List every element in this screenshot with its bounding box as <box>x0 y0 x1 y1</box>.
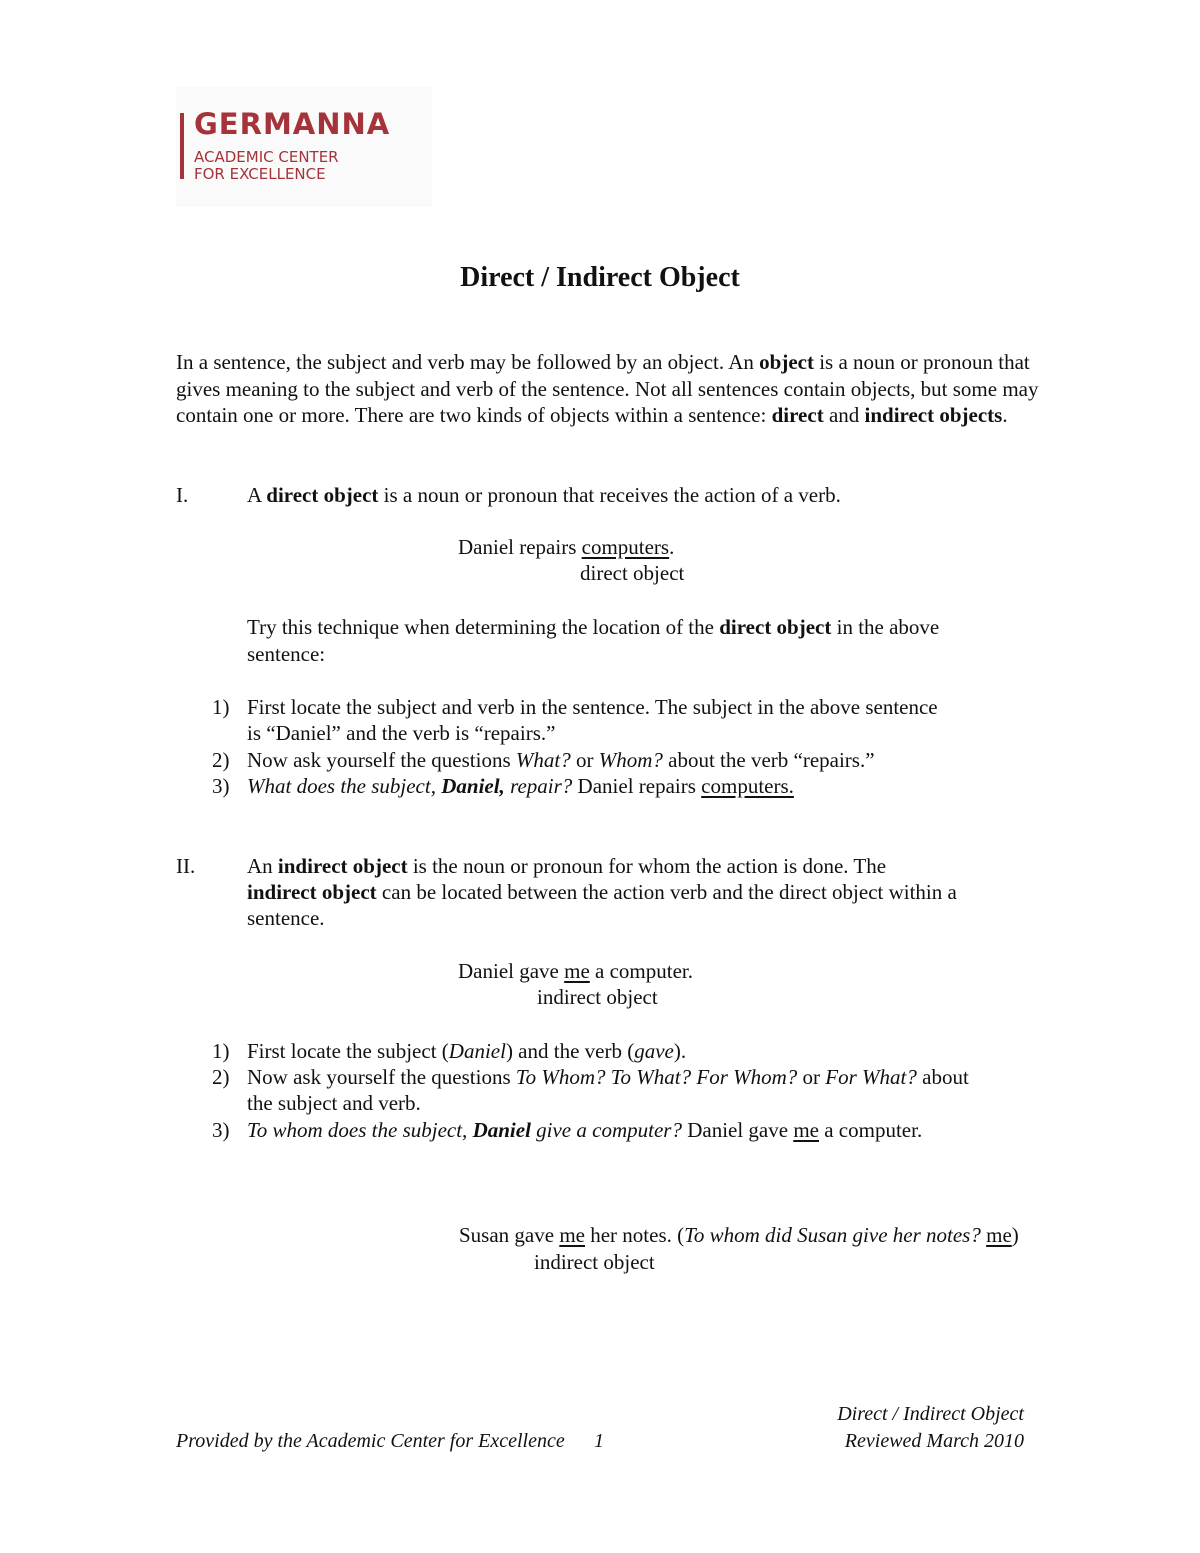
s2-step1-number: 1) <box>212 1039 230 1063</box>
example2-indirect-object: me <box>564 959 590 983</box>
intro-bold-object: object <box>759 350 814 374</box>
s2-step1 <box>247 1038 686 1065</box>
s2-step3 <box>247 1117 922 1144</box>
s1-step1-line2: is “Daniel” and the verb is “repairs.” <box>247 721 556 745</box>
s1-step3-question: What does the subject, <box>247 774 442 798</box>
section1-def-bold: direct object <box>266 483 379 507</box>
logo-subtitle-line1: ACADEMIC CENTER <box>194 148 339 166</box>
s2-step2-text: Now ask yourself the questions <box>247 1065 516 1089</box>
s2-step3-answer: Daniel gave <box>681 1118 794 1142</box>
s2-step2-line1 <box>247 1064 969 1091</box>
footer-doc-title: Direct / Indirect Object <box>837 1403 1024 1425</box>
example3-answer-me: me <box>986 1223 1012 1247</box>
s1-step2-whom: Whom? <box>598 748 663 772</box>
section1-example <box>458 535 674 560</box>
s2-step3-number: 3) <box>212 1118 230 1142</box>
s2-step2-about: about <box>916 1065 969 1089</box>
example3-mid: her notes. ( <box>584 1223 685 1247</box>
section1-technique <box>247 614 939 641</box>
intro-text-3: and <box>823 403 865 427</box>
s2-step2-for-what: For What? <box>825 1065 917 1089</box>
intro-text-2: is a noun or pronoun that gives meaning to the subject and verb of the sentence. Not all sentences contain objects, but some may contain one or more. There are two kinds of objects within a sentence: <box>176 350 1039 427</box>
section2-example2 <box>459 1223 1019 1248</box>
example3-me: me <box>559 1223 585 1247</box>
page-title: Direct / Indirect Object <box>460 262 740 293</box>
section2-text-2: can be located between the action verb and the direct object within a <box>376 880 957 904</box>
section2-bold-2: indirect object <box>247 880 377 904</box>
s2-step2-line2: the subject and verb. <box>247 1091 421 1115</box>
s1-step1-line1: First locate the subject and verb in the sentence. The subject in the above sentence <box>247 695 938 719</box>
intro-text-1: In a sentence, the subject and verb may be followed by an object. An <box>176 350 760 374</box>
logo-accent-bar <box>180 113 184 179</box>
s1-step2-number: 2) <box>212 748 230 772</box>
section2-line3: sentence. <box>247 906 325 930</box>
section1-def-a: A <box>247 483 267 507</box>
technique-text-2: in the above <box>831 615 940 639</box>
s1-step2-rest: about the verb “repairs.” <box>662 748 875 772</box>
s2-step1-text: First locate the subject ( <box>247 1039 449 1063</box>
s1-step3-computers: computers. <box>701 774 794 798</box>
example1-direct-object: computers <box>581 535 670 559</box>
intro-bold-direct: direct <box>771 403 824 427</box>
section1-numeral: I. <box>176 483 189 507</box>
section2-example <box>458 959 693 984</box>
example1-period: . <box>669 535 675 559</box>
s1-step1-number: 1) <box>212 695 230 719</box>
s2-step3-give: give a computer? <box>530 1118 682 1142</box>
s2-step1-end: ). <box>673 1039 687 1063</box>
section2-line2 <box>247 879 957 906</box>
s1-step3-daniel: Daniel, <box>441 774 505 798</box>
example2-rest: a computer. <box>589 959 693 983</box>
s2-step2-questions: To Whom? To What? For Whom? <box>515 1065 798 1089</box>
s1-step2-what: What? <box>515 748 571 772</box>
section2-example2-label: indirect object <box>534 1250 655 1274</box>
section2-numeral: II. <box>176 854 196 878</box>
logo-subtitle-line2: FOR EXCELLENCE <box>194 165 326 183</box>
example3-question: To whom did Susan give her notes? <box>684 1223 981 1247</box>
s1-step3-answer: Daniel repairs <box>572 774 702 798</box>
footer-page-number: 1 <box>594 1430 604 1452</box>
s1-step2-text: Now ask yourself the questions <box>247 748 516 772</box>
s2-step3-daniel: Daniel <box>472 1118 531 1142</box>
section2-an: An <box>247 854 278 878</box>
intro-text-4: . <box>1002 403 1008 427</box>
s1-step3-repair: repair? <box>504 774 573 798</box>
s1-step2-or: or <box>570 748 599 772</box>
technique-bold: direct object <box>719 615 832 639</box>
section2-line1 <box>247 853 886 880</box>
s2-step2-number: 2) <box>212 1065 230 1089</box>
section2-text-1: is the noun or pronoun for whom the action is done. The <box>407 854 887 878</box>
s2-step3-rest: a computer. <box>818 1118 923 1142</box>
s1-step3-number: 3) <box>212 774 230 798</box>
s2-step2-or: or <box>797 1065 826 1089</box>
section1-example-label: direct object <box>580 561 685 585</box>
s2-step1-mid: ) and the verb ( <box>505 1039 635 1063</box>
s2-step1-daniel: Daniel <box>448 1039 506 1063</box>
logo-brand: GERMANNA <box>194 107 391 141</box>
example3-close: ) <box>1011 1223 1019 1247</box>
s2-step3-me: me <box>793 1118 819 1142</box>
technique-text: Try this technique when determining the location of the <box>247 615 720 639</box>
germanna-logo <box>176 87 432 207</box>
footer-provided-by: Provided by the Academic Center for Excellence <box>176 1430 565 1452</box>
section1-definition <box>247 482 841 509</box>
example1-text: Daniel repairs <box>458 535 582 559</box>
s2-step1-gave: gave <box>634 1039 674 1063</box>
s1-step2 <box>247 747 875 774</box>
s1-step3 <box>247 773 794 800</box>
section2-bold-1: indirect object <box>277 854 408 878</box>
section1-def-rest: is a noun or pronoun that receives the action of a verb. <box>378 483 841 507</box>
intro-bold-indirect: indirect objects <box>864 403 1003 427</box>
section1-technique-line2: sentence: <box>247 642 326 666</box>
example3-text: Susan gave <box>459 1223 560 1247</box>
example2-text: Daniel gave <box>458 959 565 983</box>
footer-reviewed: Reviewed March 2010 <box>844 1430 1024 1452</box>
s2-step3-question: To whom does the subject, <box>247 1118 473 1142</box>
intro-paragraph <box>176 349 1046 429</box>
section2-example-label: indirect object <box>537 985 658 1009</box>
